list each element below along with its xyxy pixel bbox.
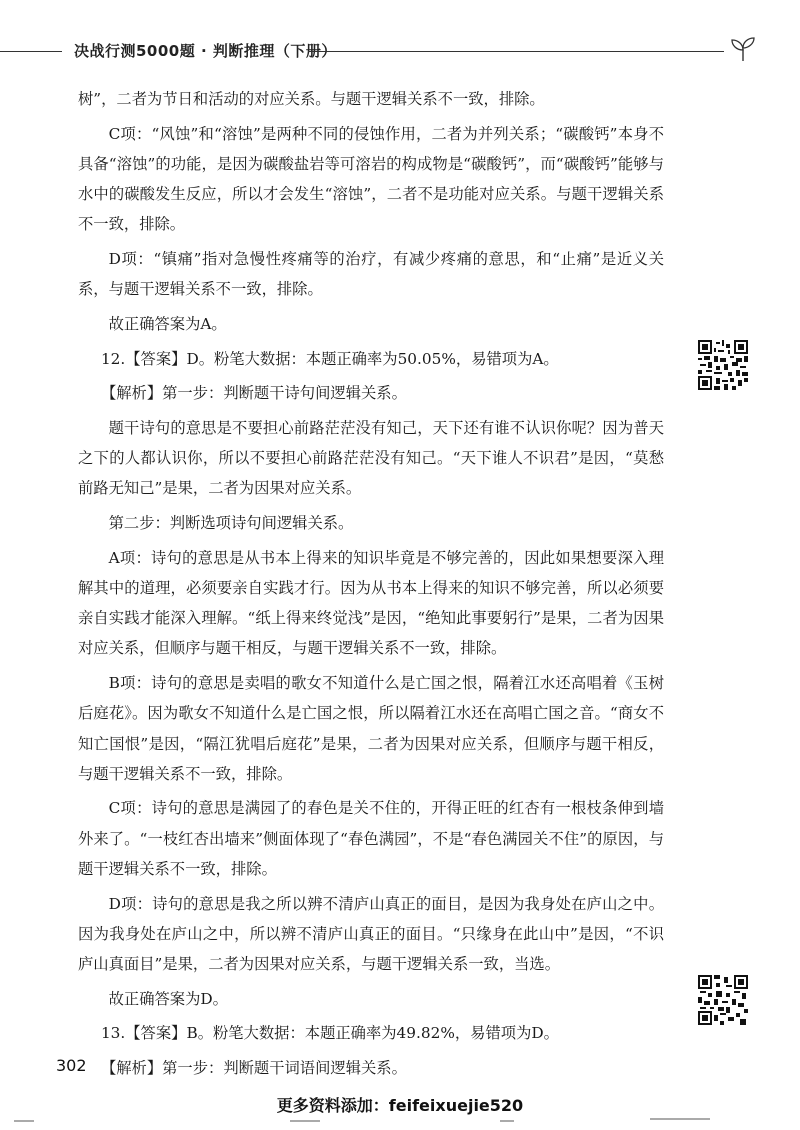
page-number: 302 bbox=[56, 1056, 87, 1075]
answer-line: 13.【答案】B。粉笔大数据：本题正确率为49.82%，易错项为D。 bbox=[100, 1024, 559, 1043]
header-rule-left bbox=[0, 51, 62, 52]
running-header bbox=[0, 38, 800, 62]
scan-speck bbox=[290, 1120, 320, 1122]
paragraph: D项：诗句的意思是我之所以辨不清庐山真正的面目，是因为我身处在庐山之中。因为我身处在庐山之中，所以辨不清庐山真正的面目。“只缘身在此山中”是因，“不识庐山真面目”是果，二者为因果对应关系，与题干逻辑关系一致，当选。 bbox=[78, 894, 664, 973]
footer-note: 更多资料添加：feifeixuejie520 bbox=[276, 1096, 524, 1115]
paragraph: B项：诗句的意思是卖唱的歌女不知道什么是亡国之恨，隔着江水还高唱着《玉树后庭花》。因为歌女不知道什么是亡国之恨，所以隔着江水还在高唱亡国之音。“商女不知亡国恨”是因，“隔江犹唱后庭花”是果，二者为因果对应关系，但顺序与题干相反，与题干逻辑关系不一致，排除。 bbox=[78, 674, 664, 783]
scan-speck bbox=[650, 1118, 710, 1120]
paragraph: D项：“镇痛”指对急慢性疼痛等的治疗，有减少疼痛的意思，和“止痛”是近义关系，与题干逻辑关系不一致，排除。 bbox=[78, 250, 664, 299]
scan-speck bbox=[14, 1120, 34, 1122]
answer-line: 12.【答案】D。粉笔大数据：本题正确率为50.05%，易错项为A。 bbox=[100, 349, 559, 368]
paragraph: 故正确答案为D。 bbox=[108, 989, 228, 1008]
paragraph: 树”，二者为节日和活动的对应关系。与题干逻辑关系不一致，排除。 bbox=[78, 90, 545, 108]
paragraph: C项：诗句的意思是满园了的春色是关不住的，开得正旺的红杏有一根枝条伸到墙外来了。“一枝红杏出墙来”侧面体现了“春色满园”，不是“春色满园关不住”的原因，与题干逻辑关系不一致，排除。 bbox=[78, 799, 664, 878]
header-rule-right bbox=[308, 51, 724, 52]
paragraph: C项：“风蚀”和“溶蚀”是两种不同的侵蚀作用，二者为并列关系；“碳酸钙”本身不具备“溶蚀”的功能，是因为碳酸盐岩等可溶岩的构成物是“碳酸钙”，而“碳酸钙”能够与水中的碳酸发生反应，所以才会发生“溶蚀”，二者不是功能对应关系。与题干逻辑关系不一致，排除。 bbox=[78, 124, 664, 234]
paragraph: 故正确答案为A。 bbox=[108, 314, 227, 333]
paragraph: A项：诗句的意思是从书本上得来的知识毕竟是不够完善的，因此如果想要深入理解其中的道理，必须要亲自实践才行。因为从书本上得来的知识不够完善，所以必须要亲自实践才能深入理解。“纸上得来终觉浅”是因，“绝知此事要躬行”是果，二者为因果对应关系，但顺序与题干相反，与题干逻辑关系不一致，排除。 bbox=[78, 548, 664, 658]
scan-speck bbox=[500, 1120, 514, 1122]
book-title: 决战行测5000题 · 判断推理（下册） bbox=[74, 42, 337, 60]
analysis-line: 【解析】第一步：判断题干诗句间逻辑关系。 bbox=[100, 384, 407, 403]
qr-code-icon[interactable] bbox=[698, 975, 748, 1025]
paragraph: 题干诗句的意思是不要担心前路茫茫没有知己，天下还有谁不认识你呢？因为普天之下的人都认识你，所以不要担心前路茫茫没有知己。“天下谁人不识君”是因，“莫愁前路无知己”是果，二者为因果对应关系。 bbox=[78, 419, 664, 498]
qr-code-icon[interactable] bbox=[698, 340, 748, 390]
paragraph: 第二步：判断选项诗句间逻辑关系。 bbox=[108, 514, 354, 533]
page-body bbox=[78, 84, 664, 1088]
sprout-icon bbox=[728, 36, 758, 62]
analysis-line: 【解析】第一步：判断题干词语间逻辑关系。 bbox=[100, 1059, 407, 1078]
